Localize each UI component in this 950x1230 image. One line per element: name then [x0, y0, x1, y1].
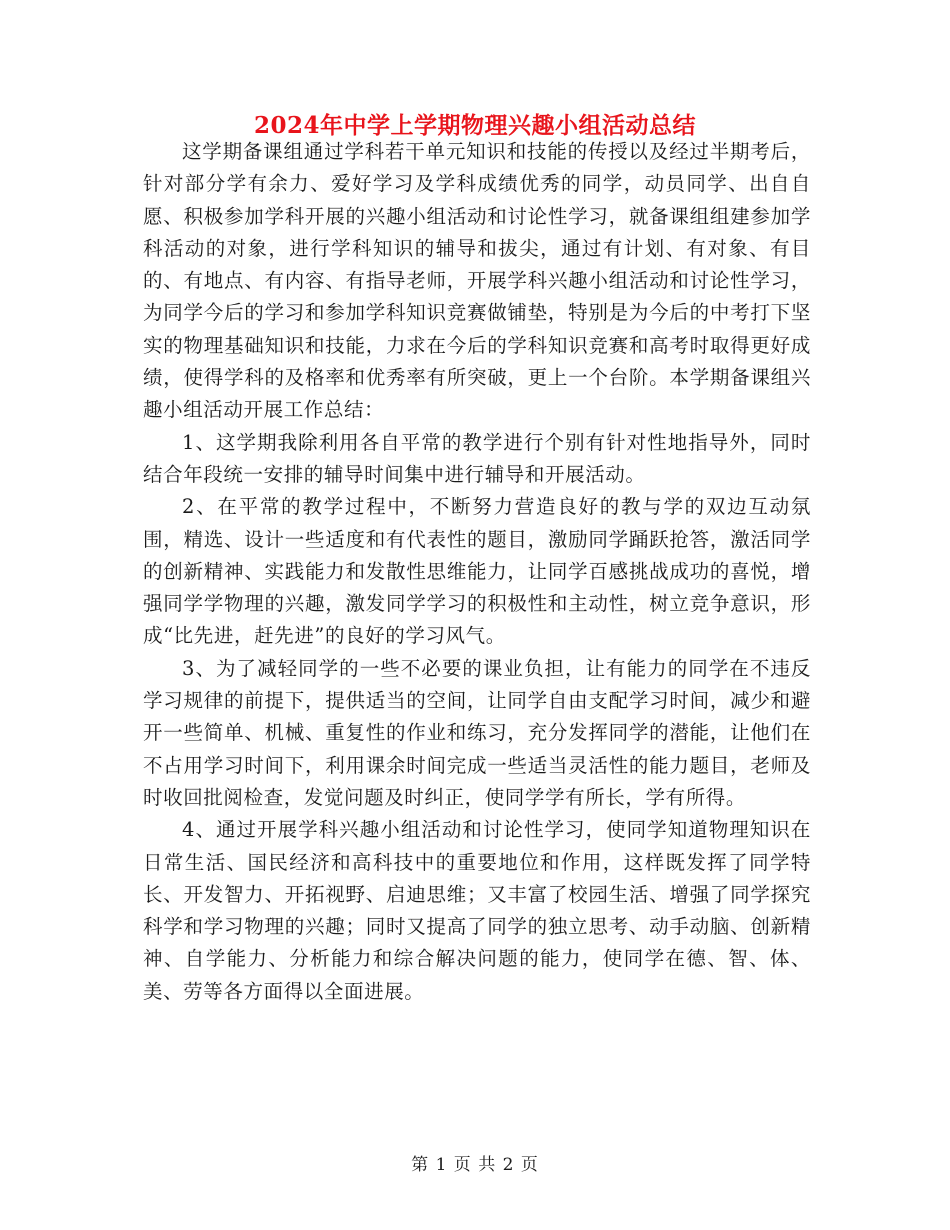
paragraph-intro: 这学期备课组通过学科若干单元知识和技能的传授以及经过半期考后，针对部分学有余力、爱好学习及学科成绩优秀的同学，动员同学、出自自愿、积极参加学科开展的兴趣小组活动和讨论性学习，就备课组组建参加学科活动的对象，进行学科知识的辅导和拔尖，通过有计划、有对象、有目的、有地点、有内容、有指导老师，开展学科兴趣小组活动和讨论性学习，为同学今后的学习和参加学科知识竞赛做铺垫，特别是为今后的中考打下坚实的物理基础知识和技能，力求在今后的学科知识竞赛和高考时取得更好成绩，使得学科的及格率和优秀率有所突破，更上一个台阶。本学期备课组兴趣小组活动开展工作总结： [143, 140, 811, 422]
document-title: 2024年中学上学期物理兴趣小组活动总结 [253, 112, 696, 139]
document-body [143, 136, 811, 1008]
paragraph-item-1: 1、这学期我除利用各自平常的教学进行个别有针对性地指导外，同时结合年段统一安排的辅导时间集中进行辅导和开展活动。 [143, 430, 811, 486]
page-number-footer: 第 1 页 共 2 页 [411, 1155, 539, 1175]
paragraph-item-3: 3、为了减轻同学的一些不必要的课业负担，让有能力的同学在不违反学习规律的前提下，提供适当的空间，让同学自由支配学习时间，减少和避开一些简单、机械、重复性的作业和练习，充分发挥同学的潜能，让他们在不占用学习时间下，利用课余时间完成一些适当灵活性的能力题目，老师及时收回批阅检查，发觉问题及时纠正，使同学学有所长，学有所得。 [143, 656, 811, 809]
paragraph-item-4: 4、通过开展学科兴趣小组活动和讨论性学习，使同学知道物理知识在日常生活、国民经济和高科技中的重要地位和作用，这样既发挥了同学特长、开发智力、开拓视野、启迪思维；又丰富了校园生活、增强了同学探究科学和学习物理的兴趣；同时又提高了同学的独立思考、动手动脑、创新精神、自学能力、分析能力和综合解决问题的能力，使同学在德、智、体、美、劳等各方面得以全面进展。 [143, 818, 811, 1003]
paragraph-item-2: 2、在平常的教学过程中，不断努力营造良好的教与学的双边互动氛围，精选、设计一些适度和有代表性的题目，激励同学踊跃抢答，激活同学的创新精神、实践能力和发散性思维能力，让同学百感挑战成功的喜悦，增强同学学物理的兴趣，激发同学学习的积极性和主动性，树立竞争意识，形成“比先进，赶先进”的良好的学习风气。 [143, 495, 811, 648]
